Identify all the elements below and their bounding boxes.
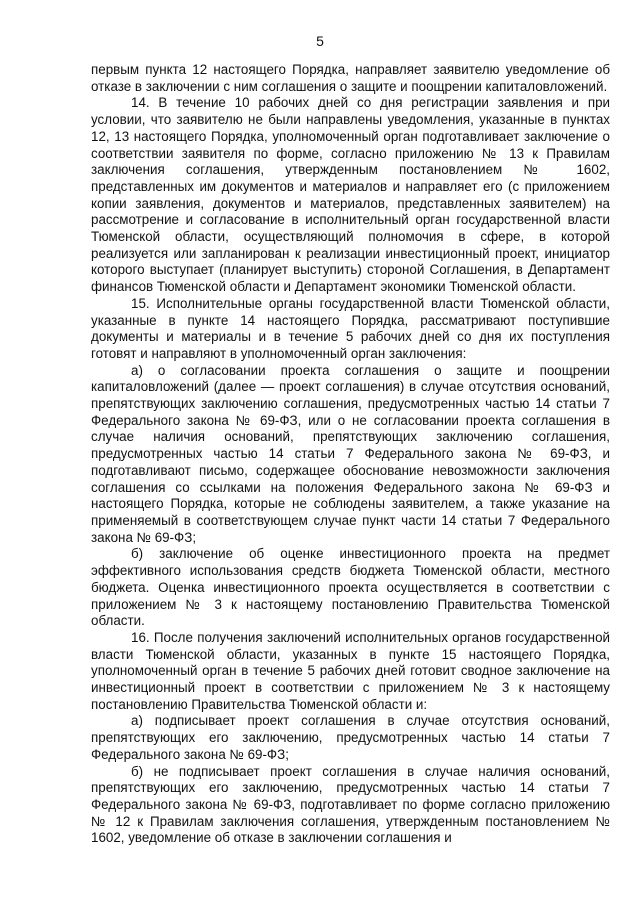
page-number: 5: [316, 33, 324, 49]
document-body: [91, 62, 610, 847]
paragraph-15-b: б) заключение об оценке инвестиционного проекта на предмет эффективного использования средств бюджета Тюменской области, местного бюджета. Оценка инвестиционного проекта осуществляется в соответствии с приложением № 3 к настоящему постановлению Правительства Тюменской области.: [91, 546, 610, 629]
paragraph-14: 14. В течение 10 рабочих дней со дня регистрации заявления и при условии, что заявителю не были направлены уведомления, указанные в пунктах 12, 13 настоящего Порядка, уполномоченный орган подготавливает заключение о соответствии заявителя по форме, согласно приложению № 13 к Правилам заключения соглашения, утвержденным постановлением № 1602, представленных им документов и материалов и направляет его (с приложением копии заявления, документов и материалов, представленных заявителем) на рассмотрение и согласование в исполнительный орган государственной власти Тюменской области, осуществляющий полномочия в сфере, в которой реализуется или запланирован к реализации инвестиционный проект, инициатор которого выступает (планирует выступить) стороной Соглашения, в Департамент финансов Тюменской области и Департамент экономики Тюменской области.: [91, 95, 610, 295]
paragraph-15-a: а) о согласовании проекта соглашения о защите и поощрении капиталовложений (далее — проект соглашения) в случае отсутствия оснований, препятствующих заключению соглашения, предусмотренных частью 14 статьи 7 Федерального закона № 69-ФЗ, или о не согласовании проекта соглашения в случае наличия оснований, препятствующих заключению соглашения, предусмотренных частью 14 статьи 7 Федерального закона № 69-ФЗ, и подготавливают письмо, содержащее обоснование невозможности заключения соглашения со ссылками на положения Федерального закона № 69-ФЗ и настоящего Порядка, которые не соблюдены заявителем, а также указание на применяемый в соответствующем случае пункт части 14 статьи 7 Федерального закона № 69-ФЗ;: [91, 362, 610, 545]
paragraph-15: 15. Исполнительные органы государственной власти Тюменской области, указанные в пункте 14 настоящего Порядка, рассматривают поступившие документы и материалы и в течение 5 рабочих дней со дня их поступления готовят и направляют в уполномоченный орган заключения:: [91, 295, 610, 361]
paragraph-16-b: б) не подписывает проект соглашения в случае наличия оснований, препятствующих его заключению, предусмотренных частью 14 статьи 7 Федерального закона № 69-ФЗ, подготавливает по форме согласно приложению № 12 к Правилам заключения соглашения, утвержденным постановлением № 1602, уведомление об отказе в заключении соглашения и: [91, 763, 610, 846]
paragraph-continuation: первым пункта 12 настоящего Порядка, направляет заявителю уведомление об отказе в заключении с ним соглашения о защите и поощрении капиталовложений.: [91, 62, 610, 94]
paragraph-16-a: а) подписывает проект соглашения в случае отсутствия оснований, препятствующих его заключению, предусмотренных частью 14 статьи 7 Федерального закона № 69-ФЗ;: [91, 713, 610, 762]
paragraph-16: 16. После получения заключений исполнительных органов государственной власти Тюменской области, указанных в пункте 15 настоящего Порядка, уполномоченный орган в течение 5 рабочих дней готовит сводное заключение на инвестиционный проект в соответствии с приложением № 3 к настоящему постановлению Правительства Тюменской области и:: [91, 629, 610, 712]
